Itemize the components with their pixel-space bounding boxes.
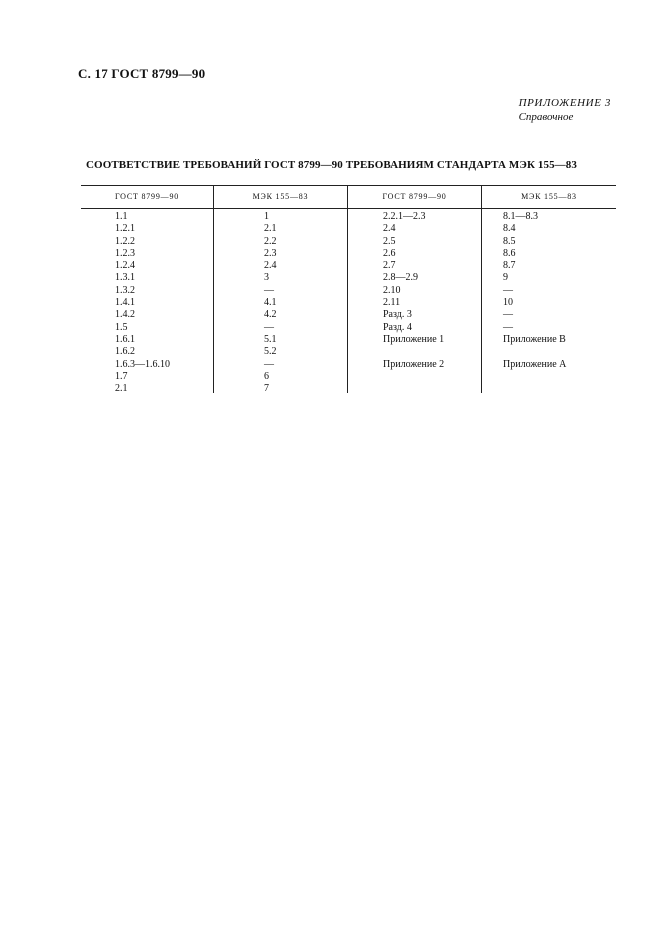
correspondence-table bbox=[81, 185, 616, 393]
table-cell: 8.1—8.3 bbox=[503, 211, 538, 222]
table-cell: 4.1 bbox=[264, 297, 277, 309]
column-left-iec bbox=[264, 211, 277, 395]
table-cell: 1.3.2 bbox=[115, 284, 135, 296]
table-cell: 1.6.1 bbox=[115, 333, 135, 345]
table-cell: 1.4.1 bbox=[115, 297, 135, 309]
table-cell: 4.2 bbox=[264, 309, 277, 321]
table-cell: 5.1 bbox=[264, 333, 277, 345]
table-cell: 2.2 bbox=[264, 235, 277, 247]
table-cell: 1.6.3—1.6.10 bbox=[115, 358, 170, 370]
table-cell: 1.2.2 bbox=[115, 235, 135, 247]
table-title: СООТВЕТСТВИЕ ТРЕБОВАНИЙ ГОСТ 8799—90 ТРЕБОВАНИЯМ СТАНДАРТА МЭК 155—83 bbox=[86, 159, 577, 171]
appendix-label bbox=[519, 96, 611, 124]
header-gost-left: ГОСТ 8799—90 bbox=[114, 192, 180, 201]
table-top-rule bbox=[81, 185, 616, 186]
table-cell: 2.3 bbox=[264, 247, 277, 259]
table-cell: 7 bbox=[264, 383, 269, 395]
table-cell: 10 bbox=[503, 297, 513, 309]
table-cell: Разд. 3 bbox=[383, 309, 412, 321]
table-cell: 2.5 bbox=[383, 235, 396, 247]
table-cell: — bbox=[264, 321, 274, 333]
table-cell: Приложение В bbox=[503, 333, 566, 345]
table-cell: 2.6 bbox=[383, 247, 396, 259]
table-cell: 1.5 bbox=[115, 321, 128, 333]
page-header: С. 17 ГОСТ 8799—90 bbox=[78, 66, 206, 81]
table-cell: 8.7 bbox=[503, 260, 516, 272]
column-right-iec bbox=[503, 211, 566, 371]
table-cell: 8.4 bbox=[503, 223, 516, 235]
table-cell: 1.2.3 bbox=[115, 247, 135, 259]
table-cell: — bbox=[503, 321, 513, 333]
header-iec-left: МЭК 155—83 bbox=[252, 192, 309, 201]
table-cell: 2.7 bbox=[383, 260, 396, 272]
table-cell: 2.11 bbox=[383, 297, 401, 309]
appendix-title: ПРИЛОЖЕНИЕ 3 bbox=[518, 97, 611, 109]
table-cell: 2.4 bbox=[264, 260, 277, 272]
table-cell: — bbox=[503, 309, 513, 321]
table-cell bbox=[503, 346, 566, 358]
table-cell: 2.1 bbox=[264, 223, 277, 235]
table-cell: 2.2.1—2.3 bbox=[383, 211, 426, 222]
table-cell: 1.4.2 bbox=[115, 309, 135, 321]
table-cell: 8.5 bbox=[503, 235, 516, 247]
table-cell: 2.10 bbox=[383, 284, 401, 296]
table-cell: 1 bbox=[264, 211, 269, 222]
table-cell: 5.2 bbox=[264, 346, 277, 358]
table-cell: 2.8—2.9 bbox=[383, 272, 418, 284]
table-cell: Приложение А bbox=[503, 358, 567, 370]
table-cell: 6 bbox=[264, 370, 269, 382]
column-left-gost bbox=[115, 211, 170, 395]
table-header-rule bbox=[81, 208, 616, 209]
appendix-subtitle: Справочное bbox=[518, 111, 574, 123]
column-right-gost bbox=[383, 211, 444, 371]
table-cell: — bbox=[503, 284, 513, 296]
table-cell: Приложение 1 bbox=[383, 333, 445, 345]
column-divider bbox=[213, 185, 214, 393]
column-divider bbox=[347, 185, 348, 393]
table-cell: 1.6.2 bbox=[115, 346, 135, 358]
table-cell: 1.1 bbox=[115, 211, 128, 222]
table-cell: 1.2.4 bbox=[115, 260, 135, 272]
table-cell: 1.3.1 bbox=[115, 272, 135, 284]
header-iec-right: МЭК 155—83 bbox=[521, 192, 577, 201]
table-cell: — bbox=[264, 358, 274, 370]
table-cell: Разд. 4 bbox=[383, 321, 412, 333]
header-gost-right: ГОСТ 8799—90 bbox=[382, 192, 447, 201]
table-cell: 8.6 bbox=[503, 247, 516, 259]
table-cell: 1.2.1 bbox=[115, 223, 135, 235]
table-cell: 3 bbox=[264, 272, 269, 284]
column-divider bbox=[481, 185, 482, 393]
table-cell: 2.1 bbox=[115, 383, 128, 395]
table-cell: 2.4 bbox=[383, 223, 396, 235]
table-cell: — bbox=[264, 284, 274, 296]
table-cell: 1.7 bbox=[115, 370, 128, 382]
table-cell bbox=[383, 346, 444, 358]
table-cell: 9 bbox=[503, 272, 508, 284]
table-cell: Приложение 2 bbox=[383, 358, 445, 370]
